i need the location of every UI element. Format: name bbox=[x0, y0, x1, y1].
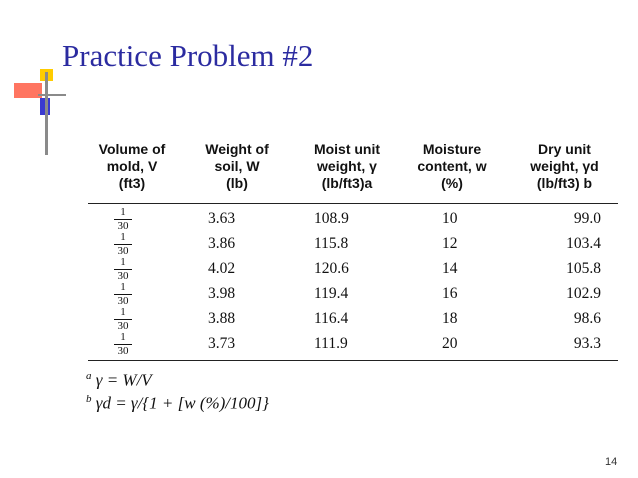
header-weight: Weight of soil, W (lb) bbox=[205, 141, 269, 191]
cell-dry: 103.4 bbox=[566, 235, 601, 252]
volume-fraction: 1 30 bbox=[112, 257, 134, 282]
cell-moisture: 12 bbox=[442, 235, 458, 252]
cell-dry: 105.8 bbox=[566, 260, 601, 277]
cell-weight: 3.98 bbox=[208, 285, 236, 302]
cell-moisture: 20 bbox=[442, 335, 458, 352]
header-moist-unit-weight: Moist unit weight, γ (lb/ft3)a bbox=[313, 141, 381, 191]
cell-moisture: 18 bbox=[442, 310, 458, 327]
cell-moisture: 14 bbox=[442, 260, 458, 277]
volume-fraction: 1 30 bbox=[112, 207, 134, 232]
decor-vertical-line bbox=[45, 72, 48, 155]
volume-fraction: 1 30 bbox=[112, 232, 134, 257]
cell-moisture: 10 bbox=[442, 210, 458, 227]
header-dry-unit-weight: Dry unit weight, γd (lb/ft3) b bbox=[530, 141, 599, 191]
cell-moist: 115.8 bbox=[314, 235, 349, 252]
header-volume: Volume of mold, V (ft3) bbox=[98, 141, 166, 191]
cell-dry: 99.0 bbox=[573, 210, 601, 227]
cell-weight: 3.86 bbox=[208, 235, 236, 252]
header-moisture-content: Moisture content, w (%) bbox=[417, 141, 487, 191]
cell-weight: 3.63 bbox=[208, 210, 236, 227]
cell-moist: 119.4 bbox=[314, 285, 349, 302]
volume-fraction: 1 30 bbox=[112, 307, 134, 332]
cell-weight: 3.73 bbox=[208, 335, 236, 352]
cell-moist: 116.4 bbox=[314, 310, 349, 327]
table-rule-bottom bbox=[88, 360, 618, 361]
slide-title: Practice Problem #2 bbox=[62, 38, 314, 73]
table-rule-top bbox=[88, 203, 618, 204]
cell-weight: 3.88 bbox=[208, 310, 236, 327]
cell-dry: 98.6 bbox=[573, 310, 601, 327]
cell-moist: 111.9 bbox=[314, 335, 348, 352]
page-number: 14 bbox=[605, 456, 618, 468]
cell-dry: 102.9 bbox=[566, 285, 601, 302]
footnote-b: $^b$ γd = γ/{1 + [w (%)/100]} bbox=[86, 393, 269, 413]
decor-horizontal-line bbox=[38, 94, 66, 96]
cell-moist: 108.9 bbox=[314, 210, 349, 227]
volume-fraction: 1 30 bbox=[112, 332, 134, 357]
footnote-a: $^a$ γ = W/V bbox=[86, 370, 152, 390]
cell-dry: 93.3 bbox=[573, 335, 601, 352]
cell-weight: 4.02 bbox=[208, 260, 236, 277]
volume-fraction: 1 30 bbox=[112, 282, 134, 307]
cell-moisture: 16 bbox=[442, 285, 458, 302]
table-image bbox=[72, 125, 620, 417]
cell-moist: 120.6 bbox=[314, 260, 349, 277]
